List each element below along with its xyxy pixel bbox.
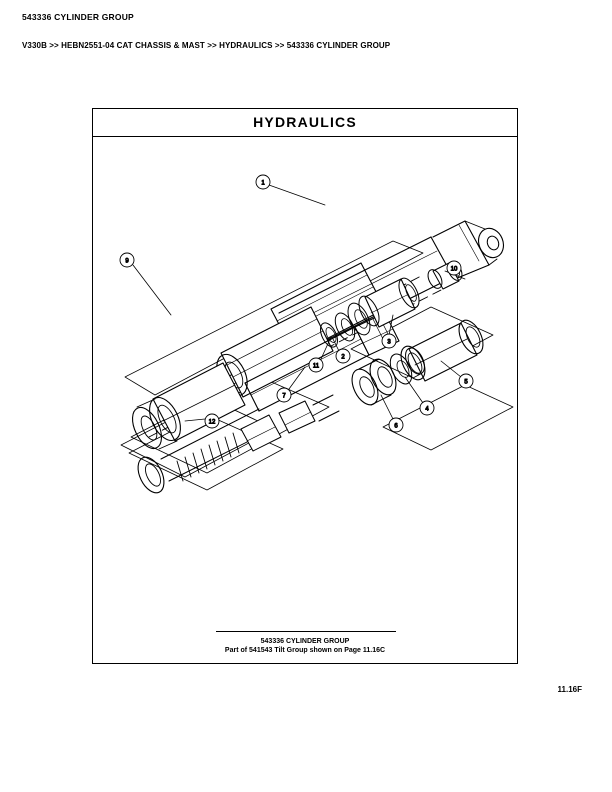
svg-text:5: 5: [464, 379, 468, 386]
svg-text:6: 6: [394, 423, 398, 430]
figure-caption-line1: 543336 CYLINDER GROUP: [260, 638, 350, 645]
svg-text:12: 12: [208, 419, 216, 426]
svg-text:4: 4: [425, 406, 429, 413]
figure-heading: HYDRAULICS: [93, 109, 517, 137]
figure-caption-line2: Part of 541543 Tilt Group shown on Page 11.16C: [224, 647, 386, 654]
caption-divider: [216, 631, 396, 632]
breadcrumb-text: V330B >> HEBN2551-04 CAT CHASSIS & MAST >> HYDRAULICS >> 543336 CYLINDER GROUP: [22, 41, 391, 50]
exploded-parts-diagram: [93, 137, 517, 637]
svg-text:7: 7: [282, 393, 286, 400]
breadcrumb: [22, 41, 390, 50]
svg-text:9: 9: [125, 258, 129, 265]
svg-text:3: 3: [387, 339, 391, 346]
svg-text:10: 10: [450, 266, 458, 273]
page-number: 11.16F: [557, 685, 582, 694]
svg-text:2: 2: [341, 354, 345, 361]
svg-text:11: 11: [312, 363, 320, 370]
svg-text:1: 1: [261, 180, 265, 187]
figure-caption: [93, 637, 517, 655]
page-title: 543336 CYLINDER GROUP: [22, 12, 134, 22]
figure-frame: [92, 108, 518, 664]
